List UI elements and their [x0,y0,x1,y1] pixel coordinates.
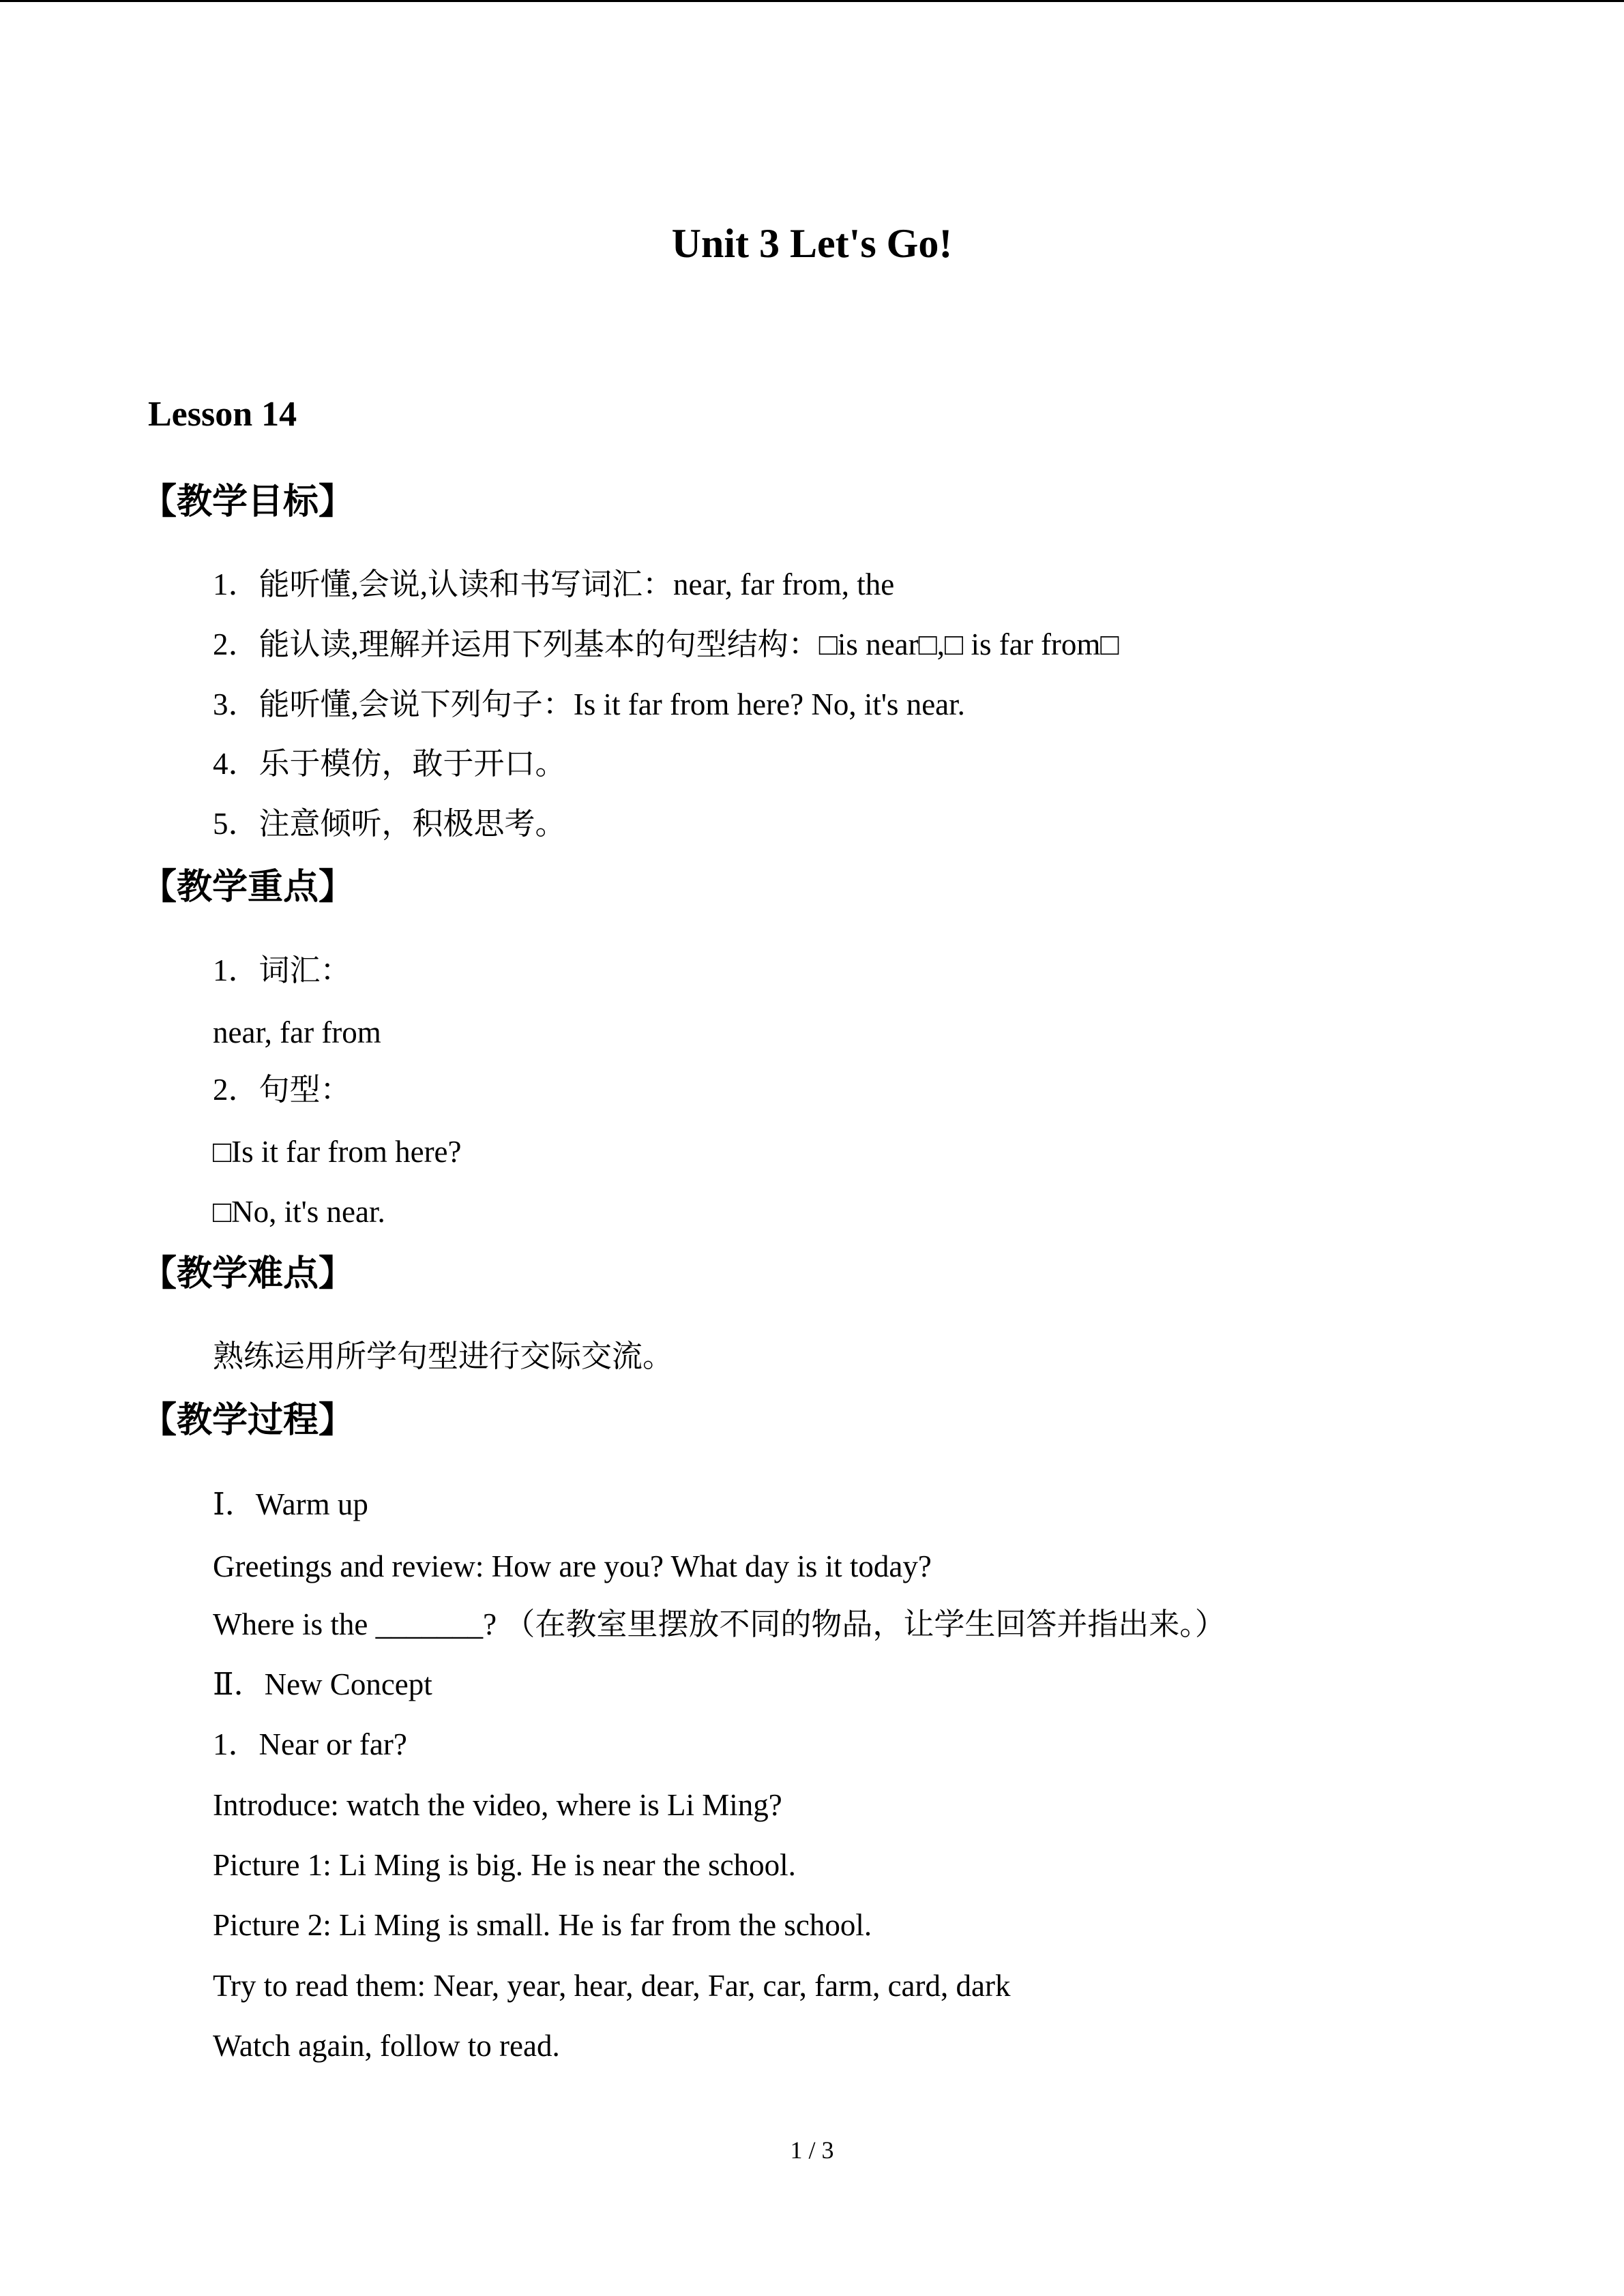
process-item: Where is the _______? （在教室里摆放不同的物品，让学生回答并指出来。） [213,1607,1226,1641]
process-item: Try to read them: Near, year, hear, dear, Far, car, farm, card, dark [213,1969,1011,2003]
key-point-item: □No, it's near. [213,1195,385,1229]
section-heading-difficulties: 【教学难点】 [141,1253,355,1294]
difficulty-item: 熟练运用所学句型进行交际交流。 [213,1339,674,1373]
objective-item: 1．能听懂,会说,认读和书写词汇：near, far from, the [213,567,895,601]
section-heading-objectives: 【教学目标】 [141,481,355,522]
process-item: 1．Near or far? [213,1727,407,1761]
section-heading-key-points: 【教学重点】 [141,867,355,908]
document-title: Unit 3 Let's Go! [671,221,953,266]
process-item: Picture 2: Li Ming is small. He is far from the school. [213,1908,872,1942]
objective-item: 3．能听懂,会说下列句子：Is it far from here? No, it's near. [213,687,965,721]
process-item: Ⅱ．New Concept [213,1667,432,1701]
objective-item: 5．注意倾听，积极思考。 [213,807,566,841]
objective-item: 2．能认读,理解并运用下列基本的句型结构：□is near□,□ is far from□ [213,627,1119,661]
page-number: 1 / 3 [790,2136,834,2164]
process-item: Picture 1: Li Ming is big. He is near the school. [213,1848,796,1882]
process-item: Introduce: watch the video, where is Li Ming? [213,1788,782,1822]
process-item: Greetings and review: How are you? What day is it today? [213,1549,932,1583]
key-point-item: 2．句型： [213,1073,351,1107]
key-point-item: □Is it far from here? [213,1135,462,1169]
section-heading-process: 【教学过程】 [141,1400,355,1441]
objective-item: 4．乐于模仿，敢于开口。 [213,747,566,781]
process-item: Ⅰ．Warm up [213,1487,368,1521]
key-point-item: near, far from [213,1015,381,1049]
key-point-item: 1．词汇： [213,953,351,987]
process-item: Watch again, follow to read. [213,2029,560,2063]
lesson-heading: Lesson 14 [148,395,297,434]
